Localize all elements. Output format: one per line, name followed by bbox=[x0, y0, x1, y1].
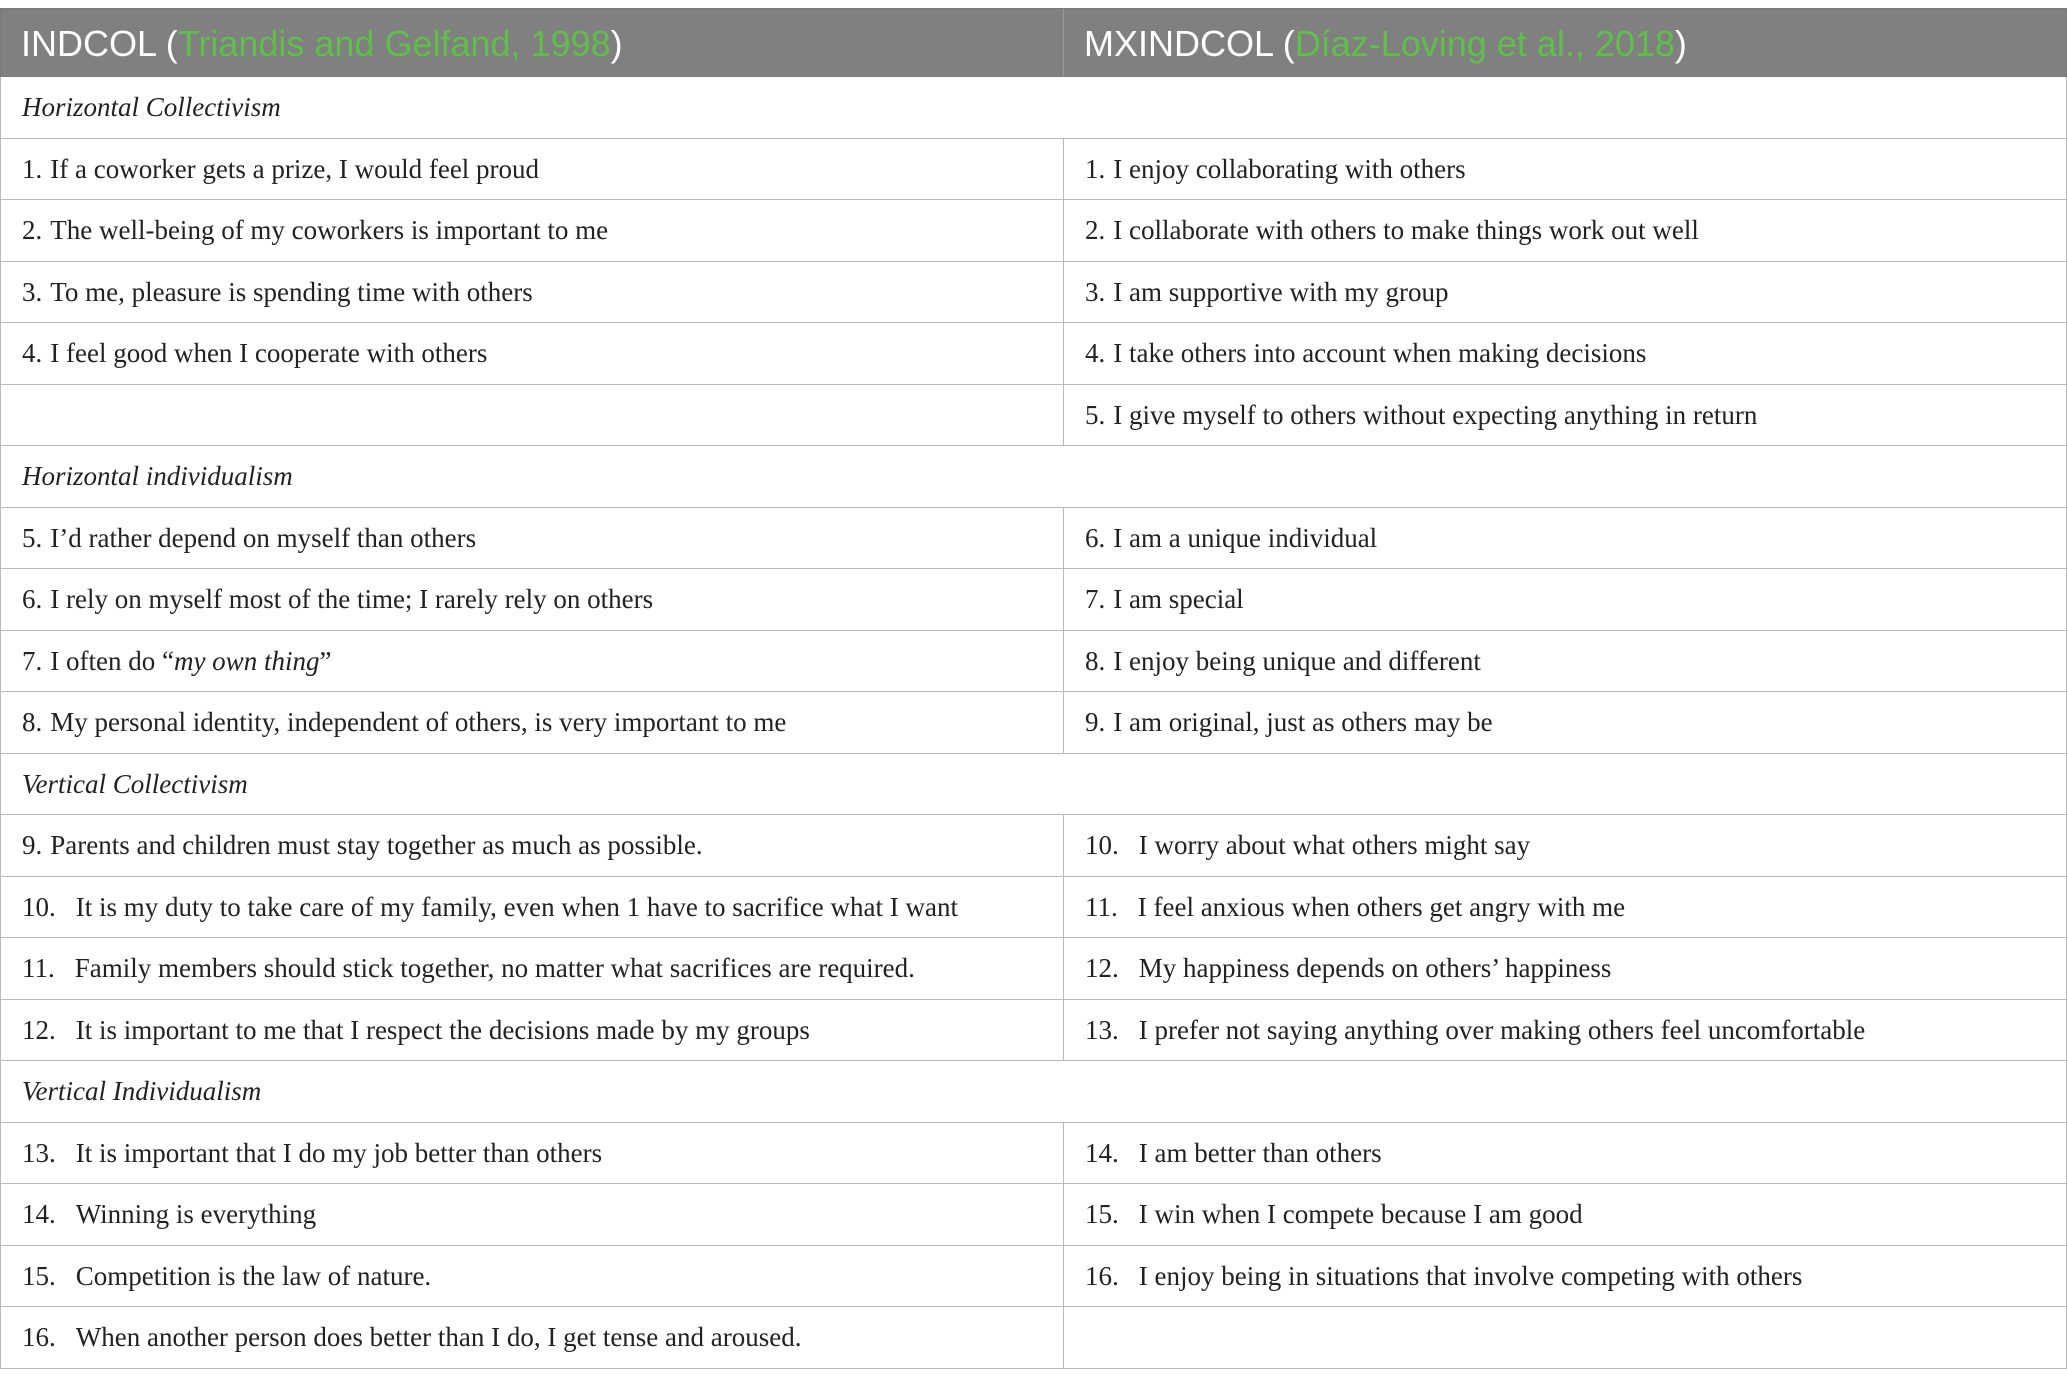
item-text-emphasis: my own thing bbox=[173, 645, 320, 676]
item-text: It is important to me that I respect the decisions made by my groups bbox=[75, 1014, 810, 1045]
table-row bbox=[0, 815, 2067, 877]
mxindcol-item bbox=[1064, 508, 2066, 569]
mxindcol-item bbox=[1064, 569, 2066, 630]
indcol-item bbox=[1, 1246, 1064, 1307]
item-number: 2. bbox=[22, 215, 43, 245]
indcol-item bbox=[1, 1307, 1064, 1368]
item-number: 14. bbox=[1085, 1137, 1119, 1168]
section-title: Vertical Individualism bbox=[22, 1076, 262, 1106]
indcol-item bbox=[1, 200, 1064, 261]
indcol-item bbox=[1, 139, 1064, 200]
table-row bbox=[0, 877, 2067, 939]
item-text: If a coworker gets a prize, I would feel proud bbox=[50, 153, 540, 184]
mxindcol-item bbox=[1064, 938, 2066, 999]
item-number: 1. bbox=[1085, 153, 1106, 184]
indcol-item bbox=[1, 631, 1064, 692]
item-number: 16. bbox=[1085, 1260, 1119, 1291]
mxindcol-item bbox=[1064, 139, 2066, 200]
item-text: I am a unique individual bbox=[1113, 522, 1378, 553]
item-text-close-quote: ” bbox=[319, 645, 332, 676]
item-text: I am special bbox=[1113, 584, 1244, 614]
item-text: When another person does better than I do, I get tense and aroused. bbox=[75, 1322, 802, 1352]
item-text: I feel anxious when others get angry with me bbox=[1137, 891, 1626, 922]
section-heading-row bbox=[0, 1061, 2067, 1123]
item-number: 3. bbox=[22, 276, 43, 307]
item-text: It is my duty to take care of my family, even when 1 have to sacrifice what I want bbox=[75, 891, 958, 922]
mxindcol-item bbox=[1064, 692, 2066, 753]
citation-link-diaz-loving[interactable]: Díaz-Loving et al., 2018 bbox=[1294, 23, 1675, 64]
table-row bbox=[0, 508, 2067, 570]
item-text: To me, pleasure is spending time with others bbox=[50, 276, 533, 307]
item-text: I often do “ bbox=[50, 645, 174, 676]
item-text: I am better than others bbox=[1138, 1137, 1382, 1168]
indcol-item bbox=[1, 508, 1064, 569]
item-text: I feel good when I cooperate with others bbox=[50, 338, 488, 368]
table-row bbox=[0, 1246, 2067, 1308]
item-text: I enjoy collaborating with others bbox=[1113, 153, 1466, 184]
mxindcol-item bbox=[1064, 1000, 2066, 1061]
section-heading-row bbox=[0, 77, 2067, 139]
item-text: Family members should stick together, no matter what sacrifices are required. bbox=[74, 953, 915, 983]
comparison-table bbox=[0, 8, 2067, 1369]
item-text: Competition is the law of nature. bbox=[75, 1260, 432, 1291]
item-number: 8. bbox=[22, 707, 43, 737]
item-text: Parents and children must stay together as much as possible. bbox=[50, 830, 703, 860]
item-number: 12. bbox=[22, 1014, 56, 1045]
item-number: 13. bbox=[22, 1137, 56, 1168]
item-number: 15. bbox=[22, 1260, 56, 1291]
table-row bbox=[0, 569, 2067, 631]
indcol-item bbox=[1, 262, 1064, 323]
item-number: 10. bbox=[22, 891, 56, 922]
mxindcol-item bbox=[1064, 877, 2066, 938]
section-title: Horizontal Collectivism bbox=[22, 92, 281, 122]
table-header bbox=[0, 8, 2067, 77]
header-indcol-name: INDCOL bbox=[21, 23, 156, 64]
indcol-item bbox=[1, 323, 1064, 384]
item-number: 1. bbox=[22, 153, 43, 184]
table-row bbox=[0, 385, 2067, 447]
section-title: Horizontal individualism bbox=[22, 461, 293, 491]
indcol-item bbox=[1, 692, 1064, 753]
item-number: 6. bbox=[22, 584, 43, 614]
item-text: It is important that I do my job better than others bbox=[75, 1137, 603, 1168]
mxindcol-item bbox=[1064, 262, 2066, 323]
mxindcol-item bbox=[1064, 1246, 2066, 1307]
item-number: 5. bbox=[22, 522, 43, 553]
section-heading-row bbox=[0, 754, 2067, 816]
item-number: 4. bbox=[22, 338, 43, 368]
item-text: I prefer not saying anything over making others feel uncomfortable bbox=[1138, 1014, 1866, 1045]
mxindcol-item bbox=[1064, 1123, 2066, 1184]
item-number: 8. bbox=[1085, 645, 1106, 676]
item-text: I win when I compete because I am good bbox=[1138, 1199, 1583, 1229]
citation-link-triandis[interactable]: Triandis and Gelfand, 1998 bbox=[177, 23, 611, 64]
table-row bbox=[0, 692, 2067, 754]
section-heading-row bbox=[0, 446, 2067, 508]
indcol-item bbox=[1, 815, 1064, 876]
item-text: I rely on myself most of the time; I rarely rely on others bbox=[50, 584, 654, 614]
item-text: The well-being of my coworkers is important to me bbox=[50, 215, 609, 245]
item-number: 11. bbox=[1085, 891, 1118, 922]
table-row bbox=[0, 1123, 2067, 1185]
item-text: My personal identity, independent of others, is very important to me bbox=[50, 707, 787, 737]
item-text: My happiness depends on others’ happiness bbox=[1138, 953, 1612, 983]
item-number: 12. bbox=[1085, 953, 1119, 983]
item-text: I take others into account when making decisions bbox=[1113, 338, 1647, 368]
mxindcol-item bbox=[1064, 323, 2066, 384]
item-number: 16. bbox=[22, 1322, 56, 1352]
item-text: Winning is everything bbox=[75, 1199, 317, 1229]
item-text: I am original, just as others may be bbox=[1113, 707, 1493, 737]
item-text: I’d rather depend on myself than others bbox=[50, 522, 477, 553]
item-number: 15. bbox=[1085, 1199, 1119, 1229]
indcol-item-empty bbox=[1, 385, 1064, 446]
indcol-item bbox=[1, 569, 1064, 630]
indcol-item bbox=[1, 1000, 1064, 1061]
header-mxindcol: MXINDCOL (Díaz-Loving et al., 2018) bbox=[1084, 23, 1687, 64]
item-number: 14. bbox=[22, 1199, 56, 1229]
item-number: 5. bbox=[1085, 399, 1106, 430]
item-number: 10. bbox=[1085, 830, 1119, 860]
table-row bbox=[0, 631, 2067, 693]
table-row bbox=[0, 139, 2067, 201]
item-text: I enjoy being unique and different bbox=[1113, 645, 1481, 676]
item-text: I give myself to others without expecting anything in return bbox=[1113, 399, 1758, 430]
mxindcol-item bbox=[1064, 385, 2066, 446]
mxindcol-item bbox=[1064, 631, 2066, 692]
item-text: I enjoy being in situations that involve competing with others bbox=[1138, 1260, 1803, 1291]
indcol-item bbox=[1, 877, 1064, 938]
indcol-item bbox=[1, 1184, 1064, 1245]
mxindcol-item bbox=[1064, 1184, 2066, 1245]
item-number: 11. bbox=[22, 953, 55, 983]
header-mxindcol-name: MXINDCOL bbox=[1084, 23, 1273, 64]
mxindcol-item bbox=[1064, 200, 2066, 261]
mxindcol-item bbox=[1064, 815, 2066, 876]
section-title: Vertical Collectivism bbox=[22, 768, 248, 799]
table-row bbox=[0, 1307, 2067, 1369]
item-number: 6. bbox=[1085, 522, 1106, 553]
indcol-item bbox=[1, 1123, 1064, 1184]
table-row bbox=[0, 938, 2067, 1000]
item-text: I collaborate with others to make things work out well bbox=[1113, 215, 1699, 245]
header-indcol: INDCOL (Triandis and Gelfand, 1998) bbox=[1, 9, 1064, 76]
item-text: I worry about what others might say bbox=[1138, 830, 1531, 860]
table-row bbox=[0, 323, 2067, 385]
item-number: 2. bbox=[1085, 215, 1106, 245]
table-row bbox=[0, 1184, 2067, 1246]
table-row bbox=[0, 262, 2067, 324]
item-text: I am supportive with my group bbox=[1113, 276, 1449, 307]
item-number: 9. bbox=[1085, 707, 1106, 737]
item-number: 7. bbox=[1085, 584, 1106, 614]
indcol-item bbox=[1, 938, 1064, 999]
item-number: 9. bbox=[22, 830, 43, 860]
item-number: 13. bbox=[1085, 1014, 1119, 1045]
table-row bbox=[0, 1000, 2067, 1062]
item-number: 3. bbox=[1085, 276, 1106, 307]
table-row bbox=[0, 200, 2067, 262]
item-number: 4. bbox=[1085, 338, 1106, 368]
mxindcol-item-empty bbox=[1064, 1307, 2066, 1368]
item-number: 7. bbox=[22, 645, 43, 676]
